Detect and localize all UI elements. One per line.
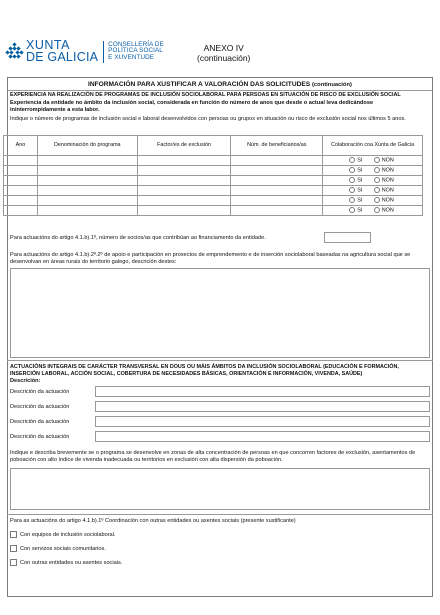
cell-year[interactable]	[4, 156, 38, 166]
radio-no[interactable]: NON	[374, 157, 394, 164]
cell-beneficiaries[interactable]	[231, 166, 323, 176]
radio-circle-icon	[374, 207, 380, 213]
action-description-input[interactable]	[95, 386, 430, 397]
radio-circle-icon	[349, 207, 355, 213]
cell-collaboration	[323, 206, 423, 216]
cell-program[interactable]	[37, 166, 137, 176]
description-label: Descrición:	[10, 378, 41, 384]
cell-factor[interactable]	[137, 156, 231, 166]
checkbox-community-services[interactable]	[10, 545, 17, 552]
table-row	[4, 176, 423, 186]
cell-factor[interactable]	[137, 166, 231, 176]
table-row	[4, 196, 423, 206]
radio-no[interactable]: NON	[374, 177, 394, 184]
table-header-row	[4, 136, 423, 156]
rural-question: Para actuacións do artigo 4.1.b).2º.2º de apoio e participación en proxectos de emprendemento e de inserción sociolaboral baseadas na agricultura social que se desenvolvan en áreas rurais do territorio galego, descrición destes:	[10, 252, 411, 265]
rural-description-textarea[interactable]	[10, 268, 430, 358]
divider	[7, 514, 433, 515]
checkbox-label: Con outras entidades ou axentes sociais.	[20, 560, 123, 566]
cell-factor[interactable]	[137, 186, 231, 196]
cell-year[interactable]	[4, 186, 38, 196]
action-description-input[interactable]	[95, 431, 430, 442]
cell-factor[interactable]	[137, 206, 231, 216]
section1-title: EXPERIENCIA NA REALIZACIÓN DE PROGRAMAS DE INCLUSIÓN SOCIOLABORAL PARA PERSOAS EN SITUACIÓN DE RISCO DE EXCLUSIÓN SOCIAL	[10, 92, 401, 98]
checkbox-inclusion-teams[interactable]	[10, 531, 17, 538]
cell-beneficiaries[interactable]	[231, 176, 323, 186]
radio-no[interactable]: NON	[374, 167, 394, 174]
action-description-input[interactable]	[95, 416, 430, 427]
cell-factor[interactable]	[137, 176, 231, 186]
col-header-factor: Factor/es de exclusión	[137, 136, 231, 156]
radio-circle-icon	[349, 157, 355, 163]
table-row	[4, 186, 423, 196]
cell-collaboration	[323, 176, 423, 186]
radio-yes[interactable]: SI	[349, 187, 362, 194]
radio-yes[interactable]: SI	[349, 197, 362, 204]
xunta-logo	[6, 40, 164, 63]
coordination-question: Para as actuacións do artigo 4.1.b).1º Coordinación con outras entidades ou axentes sociais (presente xustificante)	[10, 518, 296, 524]
radio-circle-icon	[349, 187, 355, 193]
action-label: Descrición da actuación	[10, 419, 70, 425]
logo-divider	[103, 41, 104, 63]
department-name: CONSELLERÍA DE POLÍTICA SOCIAL E XUVENTUDE	[108, 41, 164, 61]
checkbox-other-entities[interactable]	[10, 559, 17, 566]
radio-yes[interactable]: SI	[349, 177, 362, 184]
cell-program[interactable]	[37, 156, 137, 166]
section1-intro: Experiencia da entidade no ámbito da inclusión social, considerada en función do número de anos que desde o actual leva dedicándose ininterrompidamente a esta labor.	[10, 100, 374, 113]
divider	[7, 360, 433, 361]
action-label: Descrición da actuación	[10, 434, 70, 440]
xunta-emblem-icon	[6, 43, 23, 60]
radio-no[interactable]: NON	[374, 187, 394, 194]
section2-title: ACTUACIÓNS INTEGRAIS DE CARÁCTER TRANSVERSAL EN DOUS OU MÁIS ÁMBITOS DA INCLUSIÓN SOCIOLABORAL (EDUCACIÓN E FORMACIÓN, INSERCIÓN LABORAL, ACCIÓN SOCIAL, COBERTURA DE NECESIDADES BÁSICAS, ORIENTACIÓN E INFORMACIÓN, VIVENDA, SAÚDE)	[10, 364, 399, 377]
radio-circle-icon	[374, 157, 380, 163]
socios-count-input[interactable]	[324, 232, 371, 243]
radio-circle-icon	[374, 187, 380, 193]
action-label: Descrición da actuación	[10, 404, 70, 410]
cell-program[interactable]	[37, 196, 137, 206]
radio-circle-icon	[374, 177, 380, 183]
radio-no[interactable]: NON	[374, 197, 394, 204]
radio-circle-icon	[374, 167, 380, 173]
cell-collaboration	[323, 196, 423, 206]
divider	[8, 90, 432, 91]
radio-yes[interactable]: SI	[349, 207, 362, 214]
radio-circle-icon	[349, 177, 355, 183]
cell-year[interactable]	[4, 196, 38, 206]
table-row	[4, 166, 423, 176]
zones-description-textarea[interactable]	[10, 468, 430, 510]
cell-collaboration	[323, 186, 423, 196]
cell-program[interactable]	[37, 206, 137, 216]
action-label: Descrición da actuación	[10, 389, 70, 395]
radio-circle-icon	[374, 197, 380, 203]
cell-year[interactable]	[4, 176, 38, 186]
col-header-collaboration: Colaboración coa Xunta de Galicia	[323, 136, 423, 156]
radio-no[interactable]: NON	[374, 207, 394, 214]
radio-yes[interactable]: SI	[349, 167, 362, 174]
table-row	[4, 206, 423, 216]
col-header-beneficiaries: Núm. de beneficiarios/as	[231, 136, 323, 156]
cell-program[interactable]	[37, 186, 137, 196]
xunta-wordmark: XUNTA DE GALICIA	[26, 38, 99, 64]
cell-program[interactable]	[37, 176, 137, 186]
table-row	[4, 156, 423, 166]
action-description-input[interactable]	[95, 401, 430, 412]
cell-beneficiaries[interactable]	[231, 186, 323, 196]
cell-beneficiaries[interactable]	[231, 196, 323, 206]
cell-beneficiaries[interactable]	[231, 156, 323, 166]
programs-table	[3, 135, 423, 216]
col-header-year: Ano	[4, 136, 38, 156]
cell-factor[interactable]	[137, 196, 231, 206]
checkbox-label: Con servizos sociais comunitarios.	[20, 546, 106, 552]
zones-question: Indique e describa brevemente se o programa se desenvolve en zonas de alta concentración de persoas en que concorren factores de exclusión, asentamentos de poboación con alto índice de vivenda inadecuada ou territorios en exclusión con alta dispersión da poboación.	[10, 450, 416, 463]
cell-collaboration	[323, 156, 423, 166]
form-title: INFORMACIÓN PARA XUSTIFICAR A VALORACIÓN DAS SOLICITUDES (continuación)	[88, 81, 352, 88]
cell-year[interactable]	[4, 206, 38, 216]
cell-year[interactable]	[4, 166, 38, 176]
col-header-program: Denominación do programa	[37, 136, 137, 156]
radio-yes[interactable]: SI	[349, 157, 362, 164]
radio-circle-icon	[349, 197, 355, 203]
section1-instruction: Indique o número de programas de inclusión social e laboral desenvolvidos con persoas ou grupos en situación ou risco de exclusión social nos últimos 5 anos.	[10, 116, 406, 122]
cell-collaboration	[323, 166, 423, 176]
cell-beneficiaries[interactable]	[231, 206, 323, 216]
page-header	[6, 4, 436, 66]
annex-title: ANEXO IV (continuación)	[197, 43, 251, 63]
radio-circle-icon	[349, 167, 355, 173]
checkbox-label: Con equipos de inclusión sociolaboral.	[20, 532, 116, 538]
socios-question: Para actuacións do artigo 4.1.b).1º, número de socios/as que contribúan ao financiamento da entidade.	[10, 235, 266, 241]
